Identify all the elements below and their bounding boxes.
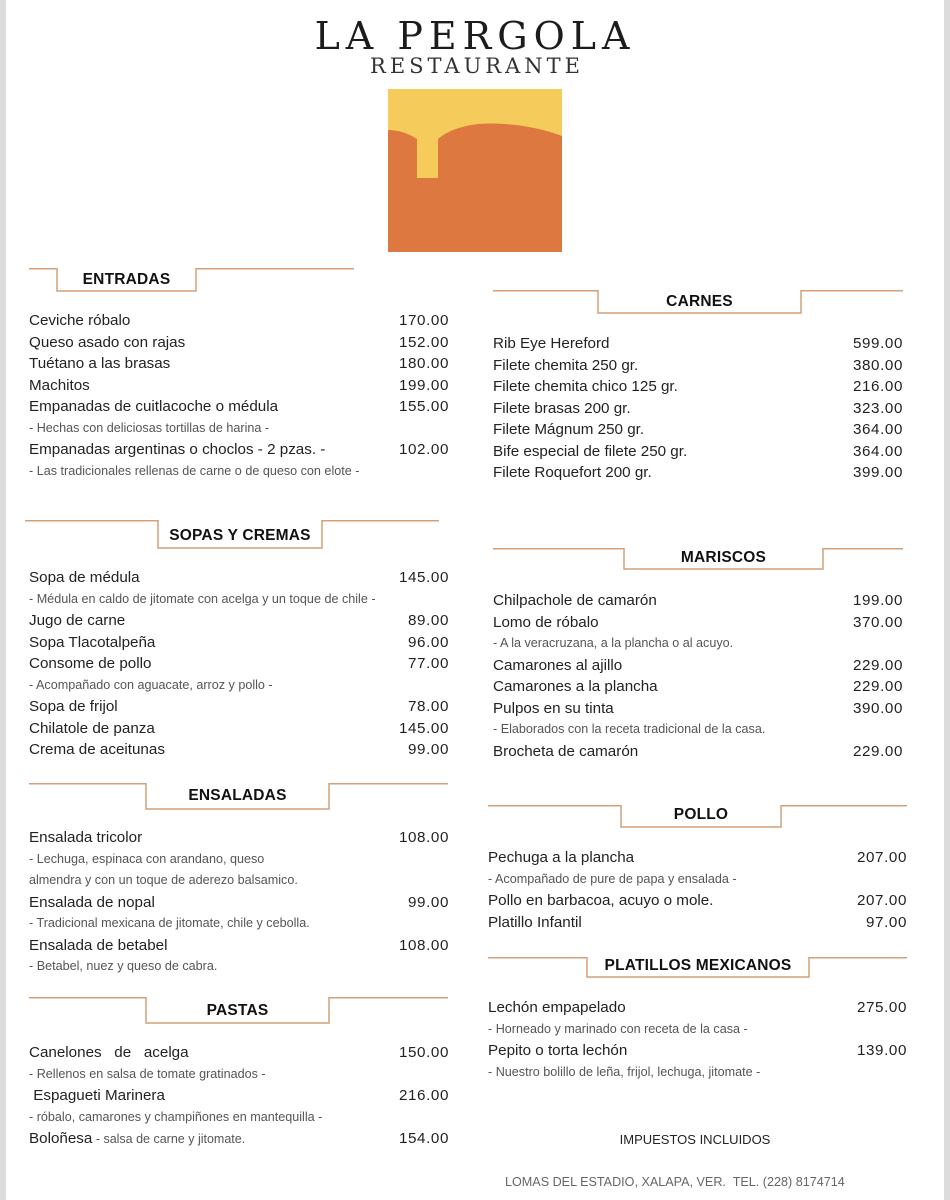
menu-item (493, 612, 903, 634)
item-name-text: Filete brasas 200 gr. (493, 399, 631, 417)
item-name-text: Camarones a la plancha (493, 678, 658, 695)
menu-item (493, 398, 903, 420)
item-name-text: Filete Roquefort 200 gr. (493, 464, 652, 481)
item-name-text: Boloñesa (29, 1130, 93, 1147)
item-name-text: Ensalada de betabel (29, 936, 168, 954)
item-name-text: Canelones de acelga (29, 1044, 189, 1061)
item-name-text: Lomo de róbalo (493, 613, 599, 631)
item-name (29, 718, 155, 740)
menu-item (29, 375, 449, 397)
item-price: 364.00 (852, 442, 903, 460)
item-name (29, 653, 151, 675)
item-price: 145.00 (398, 569, 449, 586)
menu-item (488, 890, 907, 912)
item-name-text: Empanadas argentinas o choclos - 2 pzas. - (29, 441, 326, 458)
item-price: 78.00 (407, 698, 449, 715)
item-price: 96.00 (407, 633, 449, 651)
item-name (488, 997, 626, 1019)
item-price: 323.00 (852, 399, 903, 417)
item-price: 155.00 (398, 398, 449, 415)
item-name (493, 741, 638, 763)
item-name-text: Espagueti Marinera (29, 1087, 165, 1104)
item-description: - Médula en caldo de jitomate con acelga y un toque de chile - (29, 591, 376, 606)
item-name-text: Ceviche róbalo (29, 312, 131, 329)
item-price: 207.00 (856, 849, 907, 866)
section-title: MARISCOS (680, 549, 767, 566)
item-price: 199.00 (398, 376, 449, 394)
item-price: 170.00 (398, 312, 449, 329)
item-price: 380.00 (852, 356, 903, 374)
item-price: 99.00 (407, 893, 449, 911)
section-title: ENSALADAS (188, 787, 287, 804)
item-price: 275.00 (856, 999, 907, 1016)
item-inline-description: - salsa de carne y jitomate. (92, 1132, 246, 1146)
menu-item (29, 935, 449, 957)
item-name-text: Brocheta de camarón (493, 742, 639, 760)
item-name-text: Platillo Infantil (488, 913, 582, 931)
item-price: 145.00 (398, 719, 449, 737)
item-name-text: Pulpos en su tinta (493, 699, 614, 717)
item-description: - Tradicional mexicana de jitomate, chile y cebolla. (29, 916, 310, 930)
item-name (488, 1040, 627, 1062)
item-description: - Hechas con deliciosas tortillas de harina - (29, 420, 270, 435)
item-price: 152.00 (398, 333, 449, 351)
item-list (29, 1042, 449, 1150)
item-name (488, 890, 713, 912)
item-price: 77.00 (407, 655, 449, 672)
menu-item (493, 462, 903, 484)
item-description: - A la veracruzana, a la plancha o al acuyo. (493, 636, 734, 650)
item-name (29, 739, 165, 761)
item-price: 108.00 (398, 936, 449, 954)
item-description: - Lechuga, espinaca con arandano, queso (29, 851, 265, 866)
menu-item (29, 653, 449, 675)
item-name-text: Filete chemita chico 125 gr. (493, 378, 678, 395)
item-description: - Acompañado con aguacate, arroz y pollo - (29, 677, 273, 692)
item-name-text: Pechuga a la plancha (488, 849, 635, 866)
menu-item (29, 1085, 449, 1107)
menu-item (488, 912, 907, 934)
item-name (29, 892, 155, 914)
menu-item (493, 355, 903, 377)
section-title: CARNES (666, 293, 733, 310)
item-price: 229.00 (852, 678, 903, 695)
item-name-text: Machitos (29, 376, 90, 394)
menu-item (29, 827, 449, 849)
item-price: 154.00 (398, 1130, 449, 1147)
section-title: SOPAS Y CREMAS (169, 527, 311, 544)
item-name (493, 676, 658, 698)
item-description: almendra y con un toque de aderezo balsamico. (29, 873, 298, 887)
item-price: 229.00 (852, 742, 903, 760)
item-name (493, 376, 678, 398)
item-name-text: Empanadas de cuitlacoche o médula (29, 398, 279, 415)
menu-item (488, 997, 907, 1019)
item-name (493, 462, 652, 484)
item-price: 207.00 (856, 892, 907, 909)
item-description: - róbalo, camarones y champiñones en mantequilla - (29, 1109, 323, 1124)
page-edge-right (944, 0, 950, 1200)
item-price: 399.00 (852, 464, 903, 481)
item-list (488, 997, 907, 1083)
menu-item (29, 353, 449, 375)
item-description: - Nuestro bolillo de leña, frijol, lechuga, jitomate - (488, 1064, 761, 1079)
item-name-text: Pepito o torta lechón (488, 1042, 628, 1059)
item-description: - Betabel, nuez y queso de cabra. (29, 959, 218, 973)
item-name (29, 632, 155, 654)
item-name-text: Sopa de médula (29, 569, 140, 586)
item-name (493, 698, 614, 720)
item-name-text: Sopa Tlacotalpeña (29, 633, 156, 651)
item-name-text: Ensalada de nopal (29, 893, 155, 911)
item-price: 199.00 (852, 592, 903, 609)
item-price: 102.00 (398, 441, 449, 458)
item-description: - Acompañado de pure de papa y ensalada - (488, 871, 737, 886)
item-name (29, 827, 142, 849)
item-price: 216.00 (852, 378, 903, 395)
item-name-text: Jugo de carne (29, 612, 126, 629)
section-title: PASTAS (206, 1002, 269, 1019)
menu-item (493, 590, 903, 612)
menu-item (493, 655, 903, 677)
restaurant-name: LA PERGOLA (314, 14, 636, 58)
item-name-text: Queso asado con rajas (29, 333, 186, 351)
item-name-text: Chilatole de panza (29, 719, 155, 737)
item-price: 99.00 (407, 741, 449, 758)
menu-item (29, 1128, 449, 1150)
item-name-text: Ensalada tricolor (29, 829, 143, 846)
restaurant-subtitle: RESTAURANTE (370, 54, 584, 78)
item-name-text: Bife especial de filete 250 gr. (493, 442, 688, 460)
section-title: POLLO (673, 806, 729, 823)
item-name-text: Pollo en barbacoa, acuyo o mole. (488, 892, 714, 909)
item-list (493, 590, 903, 762)
item-list (29, 567, 449, 761)
item-price: 229.00 (852, 656, 903, 674)
item-name (29, 310, 130, 332)
section-title: ENTRADAS (82, 271, 171, 288)
item-price: 216.00 (398, 1087, 449, 1104)
menu-item (493, 441, 903, 463)
menu-item (29, 632, 449, 654)
item-name (29, 332, 185, 354)
item-name (29, 696, 118, 718)
section-title: PLATILLOS MEXICANOS (604, 957, 792, 974)
item-name-text: Sopa de frijol (29, 698, 118, 715)
menu-item (29, 892, 449, 914)
item-name-text: Rib Eye Hereford (493, 335, 610, 352)
item-description: - Elaborados con la receta tradicional de la casa. (493, 722, 766, 736)
item-list (29, 827, 449, 978)
item-price: 599.00 (852, 335, 903, 352)
item-name (493, 398, 631, 420)
item-name-text: Camarones al ajillo (493, 656, 623, 674)
item-price: 180.00 (398, 355, 449, 372)
menu-item (29, 310, 449, 332)
item-price: 150.00 (398, 1044, 449, 1061)
item-name (493, 333, 610, 355)
menu-item (493, 333, 903, 355)
item-name (29, 1042, 189, 1064)
item-name-text: Chilpachole de camarón (493, 592, 657, 609)
item-name (29, 439, 325, 461)
item-name (493, 419, 644, 441)
item-name (29, 396, 278, 418)
item-name (493, 355, 638, 377)
menu-item (29, 332, 449, 354)
item-name (493, 441, 687, 463)
item-price: 108.00 (398, 829, 449, 846)
restaurant-logo (388, 89, 562, 252)
item-description: - Horneado y marinado con receta de la casa - (488, 1021, 748, 1036)
item-name (493, 590, 657, 612)
address-footer: LOMAS DEL ESTADIO, XALAPA, VER. TEL. (228) 8174714 (505, 1175, 845, 1189)
menu-item (29, 718, 449, 740)
item-name (29, 1085, 165, 1107)
menu-item (29, 439, 449, 461)
item-name (29, 375, 90, 397)
item-name-text: Lechón empapelado (488, 999, 626, 1016)
page-edge-left (0, 0, 6, 1200)
item-name-text: Tuétano a las brasas (29, 355, 171, 372)
menu-item (29, 396, 449, 418)
menu-item (29, 610, 449, 632)
item-name (29, 1128, 245, 1151)
item-list (29, 310, 449, 482)
item-price: 390.00 (852, 699, 903, 717)
item-name (493, 612, 599, 634)
item-name-text: Crema de aceitunas (29, 741, 165, 758)
taxes-note: IMPUESTOS INCLUIDOS (619, 1132, 771, 1147)
item-description: - Rellenos en salsa de tomate gratinados - (29, 1066, 266, 1081)
menu-item (493, 419, 903, 441)
item-name-text: Filete Mágnum 250 gr. (493, 421, 645, 438)
item-name (29, 353, 170, 375)
menu-item (29, 739, 449, 761)
item-price: 370.00 (852, 613, 903, 631)
item-name-text: Consome de pollo (29, 655, 152, 672)
item-list (488, 847, 907, 933)
item-list (493, 333, 903, 484)
menu-item (29, 696, 449, 718)
item-name (488, 912, 582, 934)
item-price: 97.00 (865, 913, 907, 931)
item-name-text: Filete chemita 250 gr. (493, 356, 639, 374)
menu-item (488, 1040, 907, 1062)
menu-item (488, 847, 907, 869)
item-price: 89.00 (407, 612, 449, 629)
menu-item (493, 376, 903, 398)
item-name (29, 935, 168, 957)
item-name (488, 847, 634, 869)
item-name (493, 655, 622, 677)
menu-item (493, 741, 903, 763)
item-price: 364.00 (852, 421, 903, 438)
item-price: 139.00 (856, 1042, 907, 1059)
menu-item (29, 567, 449, 589)
menu-item (29, 1042, 449, 1064)
item-name (29, 567, 140, 589)
menu-item (493, 676, 903, 698)
item-description: - Las tradicionales rellenas de carne o de queso con elote - (29, 463, 360, 478)
item-name (29, 610, 125, 632)
menu-item (493, 698, 903, 720)
